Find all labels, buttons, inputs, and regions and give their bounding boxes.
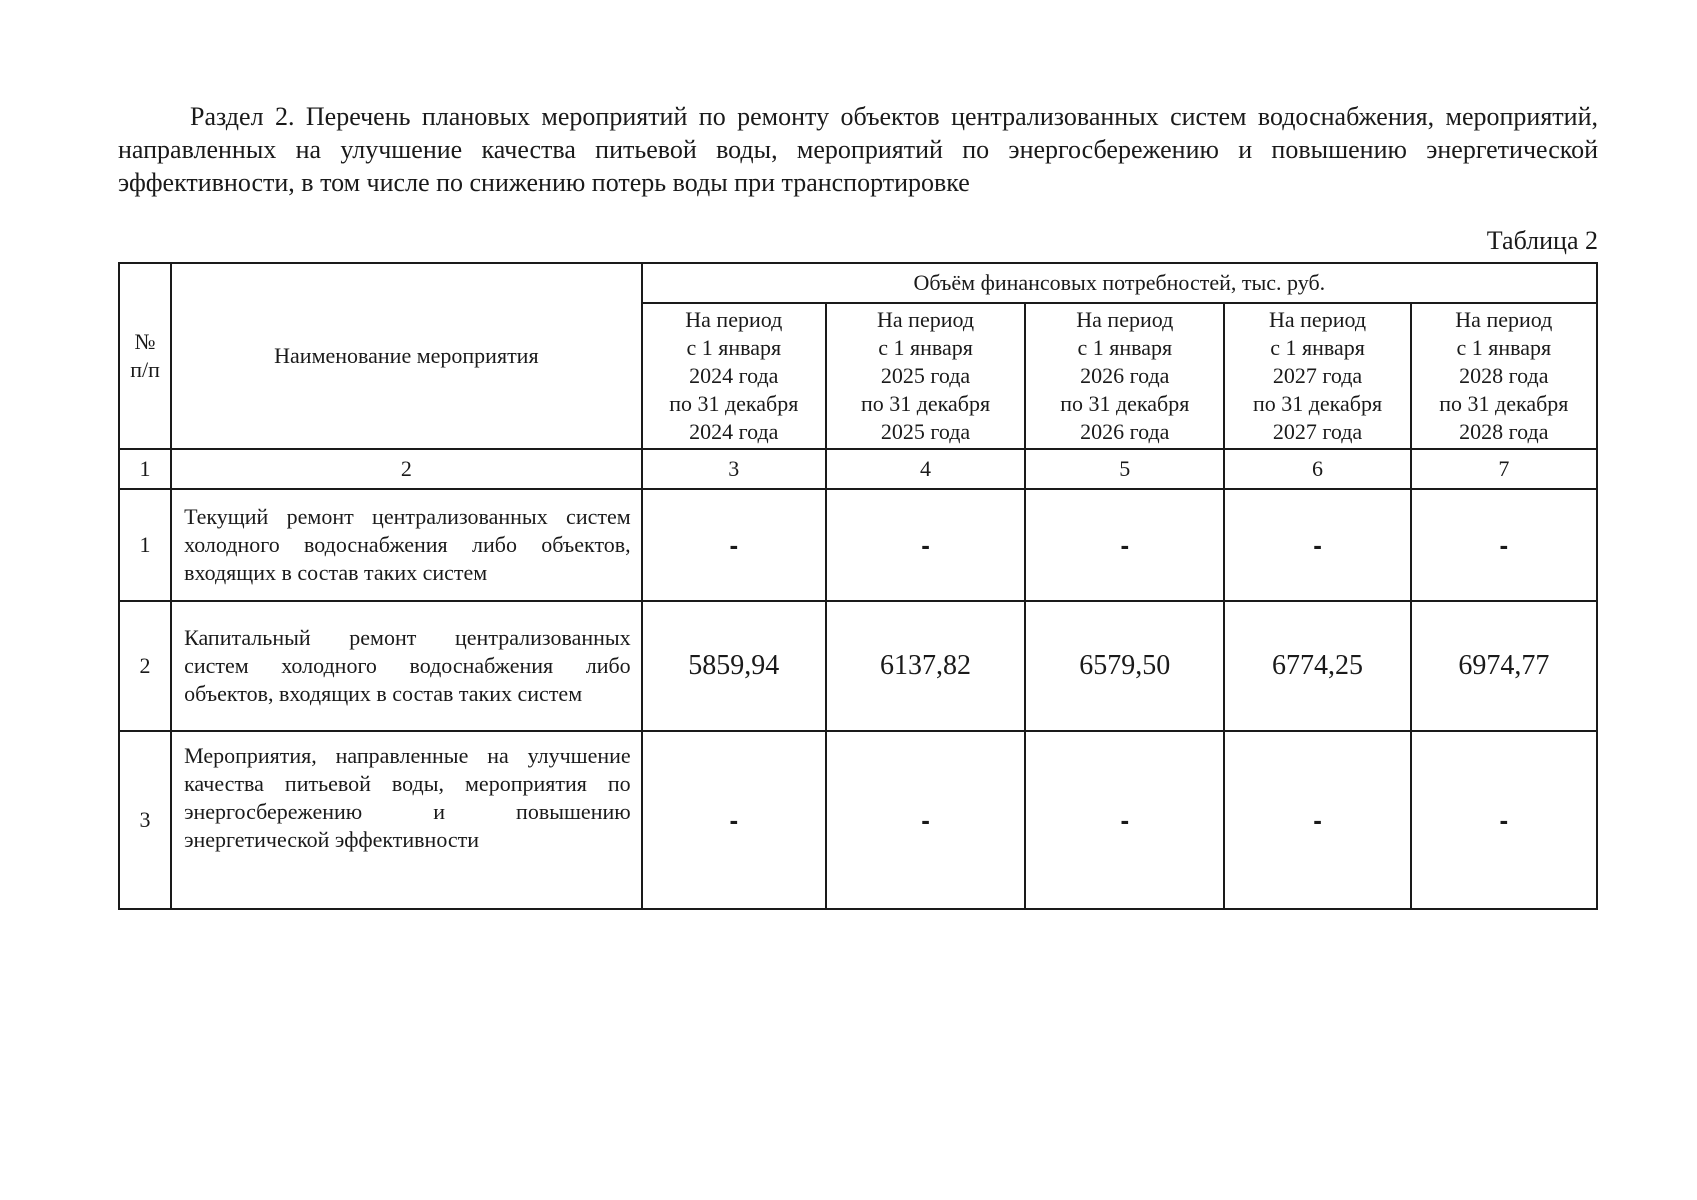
- column-index: 4: [826, 449, 1025, 489]
- column-index: 1: [119, 449, 171, 489]
- period-header-2028: На период с 1 января 2028 года по 31 декабря 2028 года: [1411, 303, 1597, 449]
- period-header-2025: На период с 1 января 2025 года по 31 декабря 2025 года: [826, 303, 1025, 449]
- activity-name: Мероприятия, направленные на улучшение качества питьевой воды, мероприятия по энергосбережению и повышению энергетической эффективности: [171, 731, 642, 909]
- row-number: 3: [119, 731, 171, 909]
- financial-needs-header: Объём финансовых потребностей, тыс. руб.: [642, 263, 1597, 303]
- table-row: [119, 489, 1597, 601]
- value-cell: 6137,82: [826, 601, 1025, 731]
- value-cell: -: [1411, 489, 1597, 601]
- column-index: 7: [1411, 449, 1597, 489]
- value-cell: -: [642, 731, 826, 909]
- value-cell: -: [826, 489, 1025, 601]
- table-row: [119, 601, 1597, 731]
- period-header-2024: На период с 1 января 2024 года по 31 декабря 2024 года: [642, 303, 826, 449]
- row-number: 2: [119, 601, 171, 731]
- column-index: 6: [1224, 449, 1410, 489]
- value-cell: 6774,25: [1224, 601, 1410, 731]
- value-cell: 5859,94: [642, 601, 826, 731]
- column-index: 2: [171, 449, 642, 489]
- period-header-2027: На период с 1 января 2027 года по 31 декабря 2027 года: [1224, 303, 1410, 449]
- activity-name: Капитальный ремонт централизованных систем холодного водоснабжения либо объектов, входящих в состав таких систем: [171, 601, 642, 731]
- value-cell: -: [1224, 489, 1410, 601]
- value-cell: -: [826, 731, 1025, 909]
- value-cell: 6579,50: [1025, 601, 1224, 731]
- value-cell: -: [642, 489, 826, 601]
- num-header: № п/п: [119, 263, 171, 449]
- value-cell: -: [1224, 731, 1410, 909]
- value-cell: 6974,77: [1411, 601, 1597, 731]
- name-header: Наименование мероприятия: [171, 263, 642, 449]
- column-index: 5: [1025, 449, 1224, 489]
- plan-table: [118, 262, 1598, 910]
- period-header-2026: На период с 1 января 2026 года по 31 декабря 2026 года: [1025, 303, 1224, 449]
- activity-name: Текущий ремонт централизованных систем холодного водоснабжения либо объектов, входящих в состав таких систем: [171, 489, 642, 601]
- row-number: 1: [119, 489, 171, 601]
- section-intro-paragraph: Раздел 2. Перечень плановых мероприятий по ремонту объектов централизованных систем водоснабжения, мероприятий, направленных на улучшение качества питьевой воды, мероприятий по энергосбережению и повышению энергетической эффективности, в том числе по снижению потерь воды при транспортировке: [118, 102, 1598, 197]
- value-cell: -: [1411, 731, 1597, 909]
- header-row-top: [119, 263, 1597, 303]
- column-index-row: [119, 449, 1597, 489]
- column-index: 3: [642, 449, 826, 489]
- value-cell: -: [1025, 489, 1224, 601]
- value-cell: -: [1025, 731, 1224, 909]
- table-row: [119, 731, 1597, 909]
- table-caption: Таблица 2: [1486, 226, 1598, 255]
